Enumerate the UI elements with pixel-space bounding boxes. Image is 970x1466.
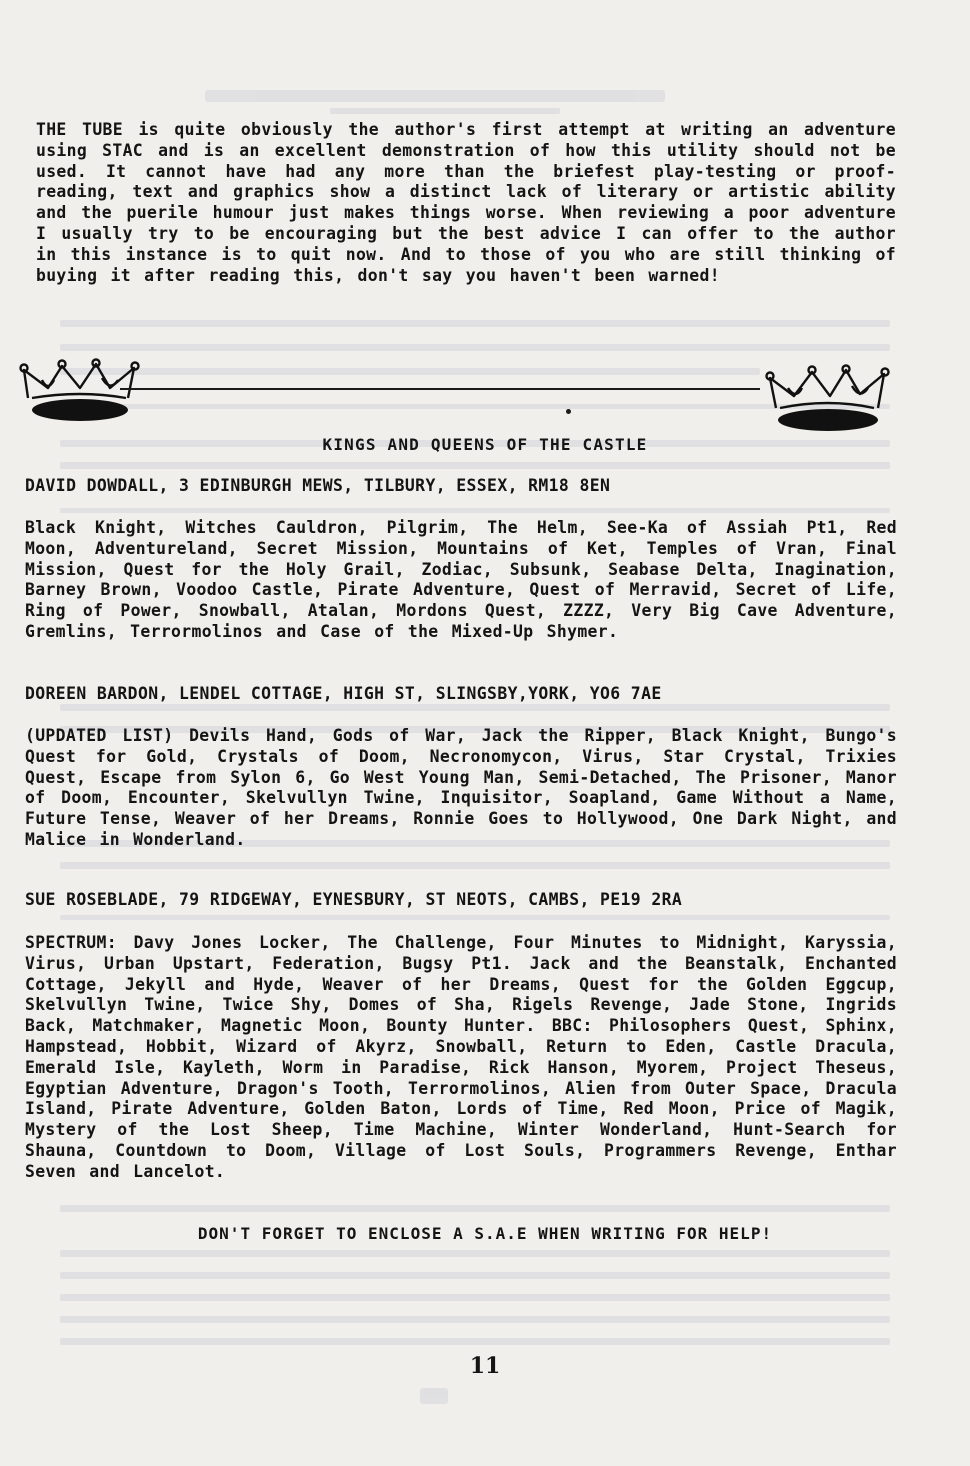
entry-address-bardon: DOREEN BARDON, LENDEL COTTAGE, HIGH ST, SLINGSBY,YORK, YO6 7AE	[25, 684, 662, 703]
review-paragraph: THE TUBE is quite obviously the author's first attempt at writing an adventure using STAC and is an excellent demonstration of how this utility should not be used. It cannot have had any more than the briefest play-testing or proof-reading, text and graphics show a distinct lack of literary or artistic ability and the puerile humour just makes things worse. When reviewing a poor adventure I usually try to be encouraging but the best advice I can offer to the author in this instance is to quit now. And to those of you who are still thinking of buying it after reading this, don't say you haven't been warned!	[36, 120, 896, 285]
section-heading: KINGS AND QUEENS OF THE CASTLE	[322, 435, 648, 454]
sae-reminder: DON'T FORGET TO ENCLOSE A S.A.E WHEN WRITING FOR HELP!	[197, 1224, 773, 1243]
entry-games-bardon: (UPDATED LIST) Devils Hand, Gods of War, Jack the Ripper, Black Knight, Bungo's Quest for Gold, Crystals of Doom, Necronomycon, Virus, Star Crystal, Trixies Quest, Escape from Sylon 6, Go West Young Man, Semi-Detached, The Prisoner, Manor of Doom, Encounter, Skelvullyn Twine, Inquisitor, Soapland, Game Without a Name, Future Tense, Weaver of her Dreams, Ronnie Goes to Hollywood, One Dark Night, and Malice in Wonderland.	[25, 726, 897, 849]
divider-dot	[566, 409, 571, 414]
right-crown-icon	[762, 364, 892, 434]
section-divider	[120, 388, 760, 390]
entry-games-dowdall: Black Knight, Witches Cauldron, Pilgrim, The Helm, See-Ka of Assiah Pt1, Red Moon, Adventureland, Secret Mission, Mountains of Ket, Temples of Vran, Final Mission, Quest for the Holy Grail, Zodiac, Subsunk, Seabase Delta, Inagination, Barney Brown, Voodoo Castle, Pirate Adventure, Quest of Merravid, Secret of Life, Ring of Power, Snowball, Atalan, Mordons Quest, ZZZZ, Very Big Cave Adventure, Gremlins, Terrormolinos and Case of the Mixed-Up Shymer.	[25, 518, 897, 641]
page-number: 11	[469, 1353, 501, 1379]
entry-address-dowdall: DAVID DOWDALL, 3 EDINBURGH MEWS, TILBURY, ESSEX, RM18 8EN	[25, 476, 611, 495]
entry-games-roseblade: SPECTRUM: Davy Jones Locker, The Challenge, Four Minutes to Midnight, Karyssia, Virus, Urban Upstart, Federation, Bugsy Pt1. Jack and the Beanstalk, Enchanted Cottage, Jekyll and Hyde, Weaver of her Dreams, Quest for the Golden Eggcup, Skelvullyn Twine, Twice Shy, Domes of Sha, Rigels Revenge, Jade Stone, Ingrids Back, Matchmaker, Magnetic Moon, Bounty Hunter. BBC: Philosophers Quest, Sphinx, Hampstead, Hobbit, Wizard of Akyrz, Snowball, Return to Eden, Castle Dracula, Emerald Isle, Kayleth, Worm in Paradise, Rick Hanson, Myorem, Project Theseus, Egyptian Adventure, Dragon's Tooth, Terrormolinos, Alien from Outer Space, Dracula Island, Pirate Adventure, Golden Baton, Lords of Time, Red Moon, Price of Magik, Mystery of the Lost Sheep, Time Machine, Winter Wonderland, Hunt-Search for Shauna, Countdown to Doom, Village of Lost Souls, Programmers Revenge, Enthar Seven and Lancelot.	[25, 933, 897, 1181]
left-crown-icon	[18, 358, 148, 428]
entry-address-roseblade: SUE ROSEBLADE, 79 RIDGEWAY, EYNESBURY, ST NEOTS, CAMBS, PE19 2RA	[25, 890, 683, 909]
